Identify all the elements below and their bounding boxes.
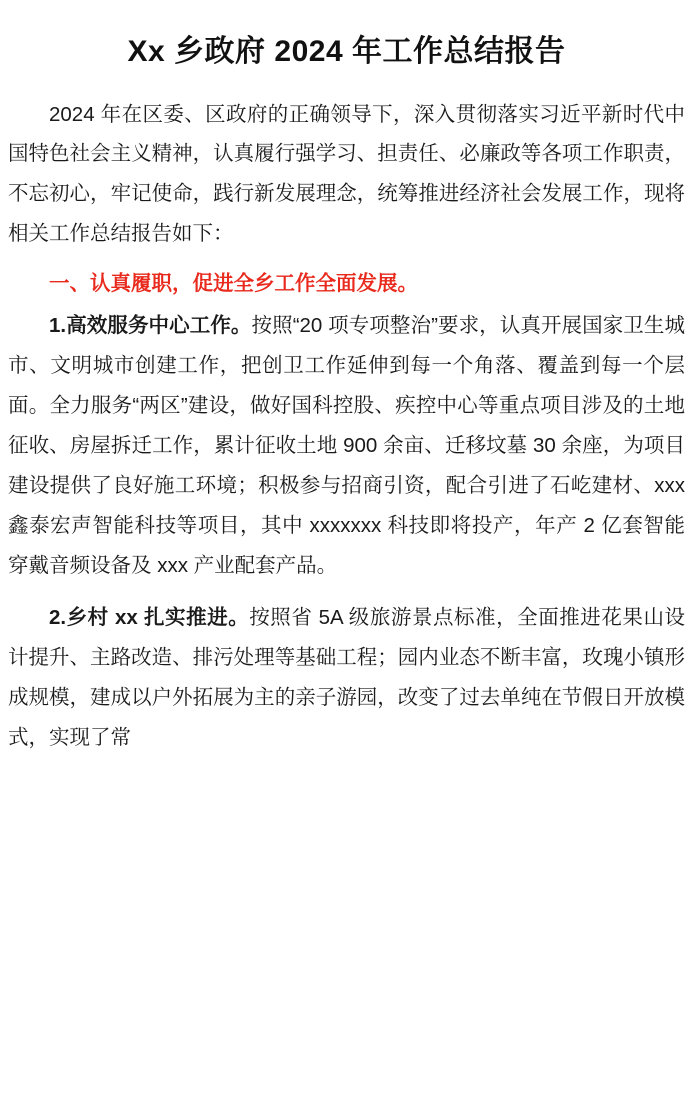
paragraph-intro: 2024 年在区委、区政府的正确领导下，深入贯彻落实习近平新时代中国特色社会主义精神，认真履行强学习、担责任、必廉政等各项工作职责，不忘初心，牢记使命，践行新发展理念，统筹推进经济社会发展工作，现将相关工作总结报告如下： — [8, 102, 685, 246]
page-title: Xx 乡政府 2024 年工作总结报告 — [127, 35, 566, 68]
section-heading-1: 一、认真履职，促进全乡工作全面发展。 — [49, 272, 418, 296]
paragraph-spacer — [8, 588, 685, 598]
paragraph-item-2-body: 按照省 5A 级旅游景点标准，全面推进花果山设计提升、主路改造、排污处理等基础工程；园内业态不断丰富，玫瑰小镇形成规模，建成以户外拓展为主的亲子游园，改变了过去单纯在节假日开放模式，实现了常 — [8, 606, 685, 750]
paragraph-item-1-lead: 1.高效服务中心工作。 — [49, 314, 252, 338]
paragraph-item-2-lead: 2.乡村 xx 扎实推进。 — [49, 606, 250, 630]
paragraph-item-2 — [8, 598, 685, 758]
paragraph-item-1-body: 按照“20 项专项整治”要求，认真开展国家卫生城市、文明城市创建工作，把创卫工作延伸到每一个角落、覆盖到每一个层面。全力服务“两区”建设，做好国科控股、疾控中心等重点项目涉及的土地征收、房屋拆迁工作，累计征收土地 900 余亩、迁移坟墓 30 余座，为项目建设提供了良好施工环境；积极参与招商引资，配合引进了石屹建材、xxx 鑫泰宏声智能科技等项目，其中 xxxxxxx 科技即将投产，年产 2 亿套智能穿戴音频设备及 xxx 产业配套产品。 — [8, 314, 685, 578]
paragraph-item-1 — [8, 306, 685, 586]
